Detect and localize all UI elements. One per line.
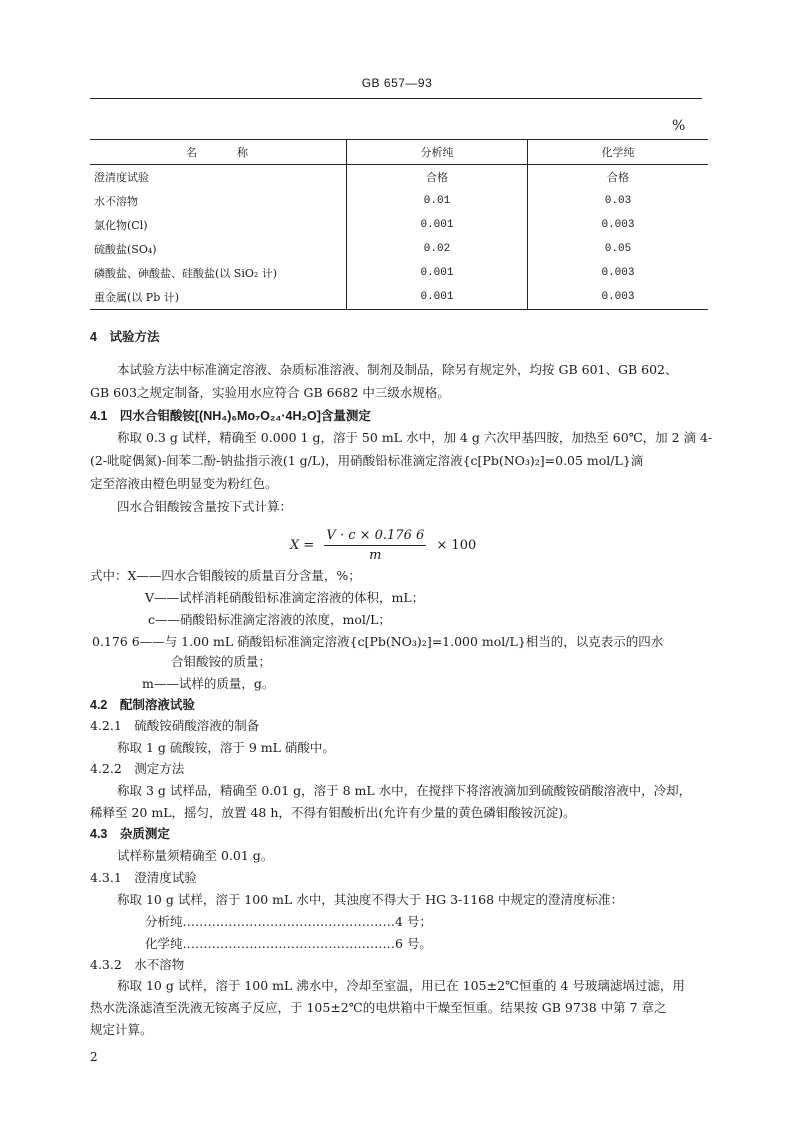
table-row: [90, 261, 708, 285]
section-4-3-1-text: 称取 10 g 试样，溶于 100 mL 水中，其浊度不得大于 HG 3-1168 中规定的澄清度标准：: [117, 892, 624, 907]
table-cell-item: 氯化物(Cl): [94, 219, 148, 232]
table-cell-value: 合格: [528, 165, 709, 190]
section-4-3-2-text-line: 称取 10 g 试样，溶于 100 mL 沸水中，冷却至室温，用已在 105±2℃恒重的 4 号玻璃滤埚过滤，用: [117, 978, 685, 993]
formula-denominator: m: [369, 548, 382, 563]
table-row: [90, 237, 708, 261]
definition-x: 式中：X——四水合钼酸铵的质量百分含量，%；: [90, 568, 361, 583]
formula-lhs: X =: [290, 538, 315, 553]
section-4-intro-line: GB 603之规定制备，实验用水应符合 GB 6682 中三级水规格。: [90, 385, 450, 400]
column-header-analytical-grade: 分析纯: [347, 140, 528, 165]
table-cell-value: 0.001: [347, 261, 528, 285]
table-cell-value: 0.003: [528, 261, 709, 285]
section-4-1-text-line: (2-吡啶偶氮)-间苯二酚-钠盐指示液(1 g/L)，用硝酸铅标准滴定溶液{c[Pb(NO₃)₂]=0.05 mol/L}滴: [90, 453, 644, 468]
table-cell-value: 0.001: [347, 213, 528, 237]
table-header-row: [90, 140, 708, 165]
content-formula: [290, 528, 476, 563]
table-cell-value: 0.003: [528, 285, 709, 310]
definition-v: V——试样消耗硝酸铅标准滴定溶液的体积，mL；: [145, 590, 425, 605]
table-cell-value: 0.03: [528, 189, 709, 213]
specification-table: [90, 139, 708, 310]
column-header-chemical-grade: 化学纯: [528, 140, 709, 165]
table-cell-value: 0.05: [528, 237, 709, 261]
table-cell-value: 0.003: [528, 213, 709, 237]
table-cell-item: 水不溶物: [94, 195, 138, 208]
table-row: [90, 213, 708, 237]
definition-m: m——试样的质量，g。: [142, 676, 275, 691]
section-4-3-heading: 4.3 杂质测定: [90, 827, 170, 841]
section-4-3-1-heading: 4.3.1 澄清度试验: [90, 870, 197, 885]
table-row: [90, 165, 708, 190]
section-4-2-1-text: 称取 1 g 硫酸铵，溶于 9 mL 硝酸中。: [117, 740, 335, 755]
standard-number-header: GB 657—93: [361, 76, 433, 90]
section-4-intro-line: 本试验方法中标准滴定溶液、杂质标准溶液、制剂及制品，除另有规定外，均按 GB 601、GB 602、: [117, 362, 678, 377]
definition-c: c——硝酸铅标准滴定溶液的浓度，mol/L；: [148, 612, 391, 627]
calculation-intro: 四水合钼酸铵含量按下式计算：: [117, 499, 293, 514]
section-4-3-2-heading: 4.3.2 水不溶物: [90, 957, 185, 972]
section-4-heading: 4 试验方法: [90, 330, 160, 344]
section-4-2-2-text-line: 称取 3 g 试样品，精确至 0.01 g，溶于 8 mL 水中，在搅拌下将溶液滴加到硫酸铵硝酸溶液中，冷却，: [117, 783, 692, 798]
formula-multiplier: × 100: [436, 538, 477, 553]
formula-fraction: [324, 528, 426, 563]
header-rule: [90, 98, 702, 99]
table-cell-value: 0.01: [347, 189, 528, 213]
definition-constant: 0.176 6——与 1.00 mL 硝酸铅标准滴定溶液{c[Pb(NO₃)₂]=1.000 mol/L}相当的，以克表示的四水: [92, 634, 664, 649]
formula-numerator: V · c × 0.176 6: [324, 528, 426, 546]
table-cell-value: 合格: [347, 165, 528, 190]
section-4-3-2-text-line: 热水洗涤滤渣至洗液无铵离子反应，于 105±2℃的电烘箱中干燥至恒重。结果按 GB 9738 中第 7 章之: [90, 1000, 667, 1015]
section-4-2-2-heading: 4.2.2 测定方法: [90, 761, 185, 776]
grade-chemical: 化学纯……………………………………………6 号。: [145, 936, 432, 951]
table-cell-item: 澄清度试验: [94, 171, 149, 184]
section-4-1-text-line: 定至溶液由橙色明显变为粉红色。: [90, 476, 278, 491]
table-cell-item: 重金属(以 Pb 计): [90, 285, 347, 310]
table-cell-value: 0.02: [347, 237, 528, 261]
section-4-1-heading: 4.1 四水合钼酸铵[(NH₄)₆Mo₇O₂₄·4H₂O]含量测定: [90, 409, 371, 423]
page-number: 2: [90, 1050, 98, 1064]
table-cell-item: 磷酸盐、砷酸盐、硅酸盐(以 SiO₂ 计): [94, 267, 278, 280]
table-row: [90, 285, 708, 310]
grade-analytical: 分析纯……………………………………………4 号；: [145, 914, 432, 929]
table-cell-item: 硫酸盐(SO₄): [94, 243, 157, 256]
section-4-3-2-text-line: 规定计算。: [90, 1022, 153, 1037]
column-header-name: 名 称: [90, 140, 347, 165]
section-4-2-1-heading: 4.2.1 硫酸铵硝酸溶液的制备: [90, 718, 260, 733]
section-4-2-heading: 4.2 配制溶液试验: [90, 698, 195, 712]
section-4-1-text-line: 称取 0.3 g 试样，精确至 0.000 1 g，溶于 50 mL 水中，加 4 g 六次甲基四胺，加热至 60℃，加 2 滴 4-: [117, 430, 713, 445]
section-4-2-2-text-line: 稀释至 20 mL，摇匀，放置 48 h，不得有钼酸析出(允许有少量的黄色磷钼酸铵沉淀)。: [90, 805, 576, 820]
table-row: [90, 189, 708, 213]
section-4-3-text: 试样称量须精确至 0.01 g。: [117, 848, 274, 863]
definition-constant-continued: 合钼酸铵的质量；: [171, 654, 272, 669]
table-unit: %: [672, 118, 686, 134]
table-cell-value: 0.001: [347, 285, 528, 310]
